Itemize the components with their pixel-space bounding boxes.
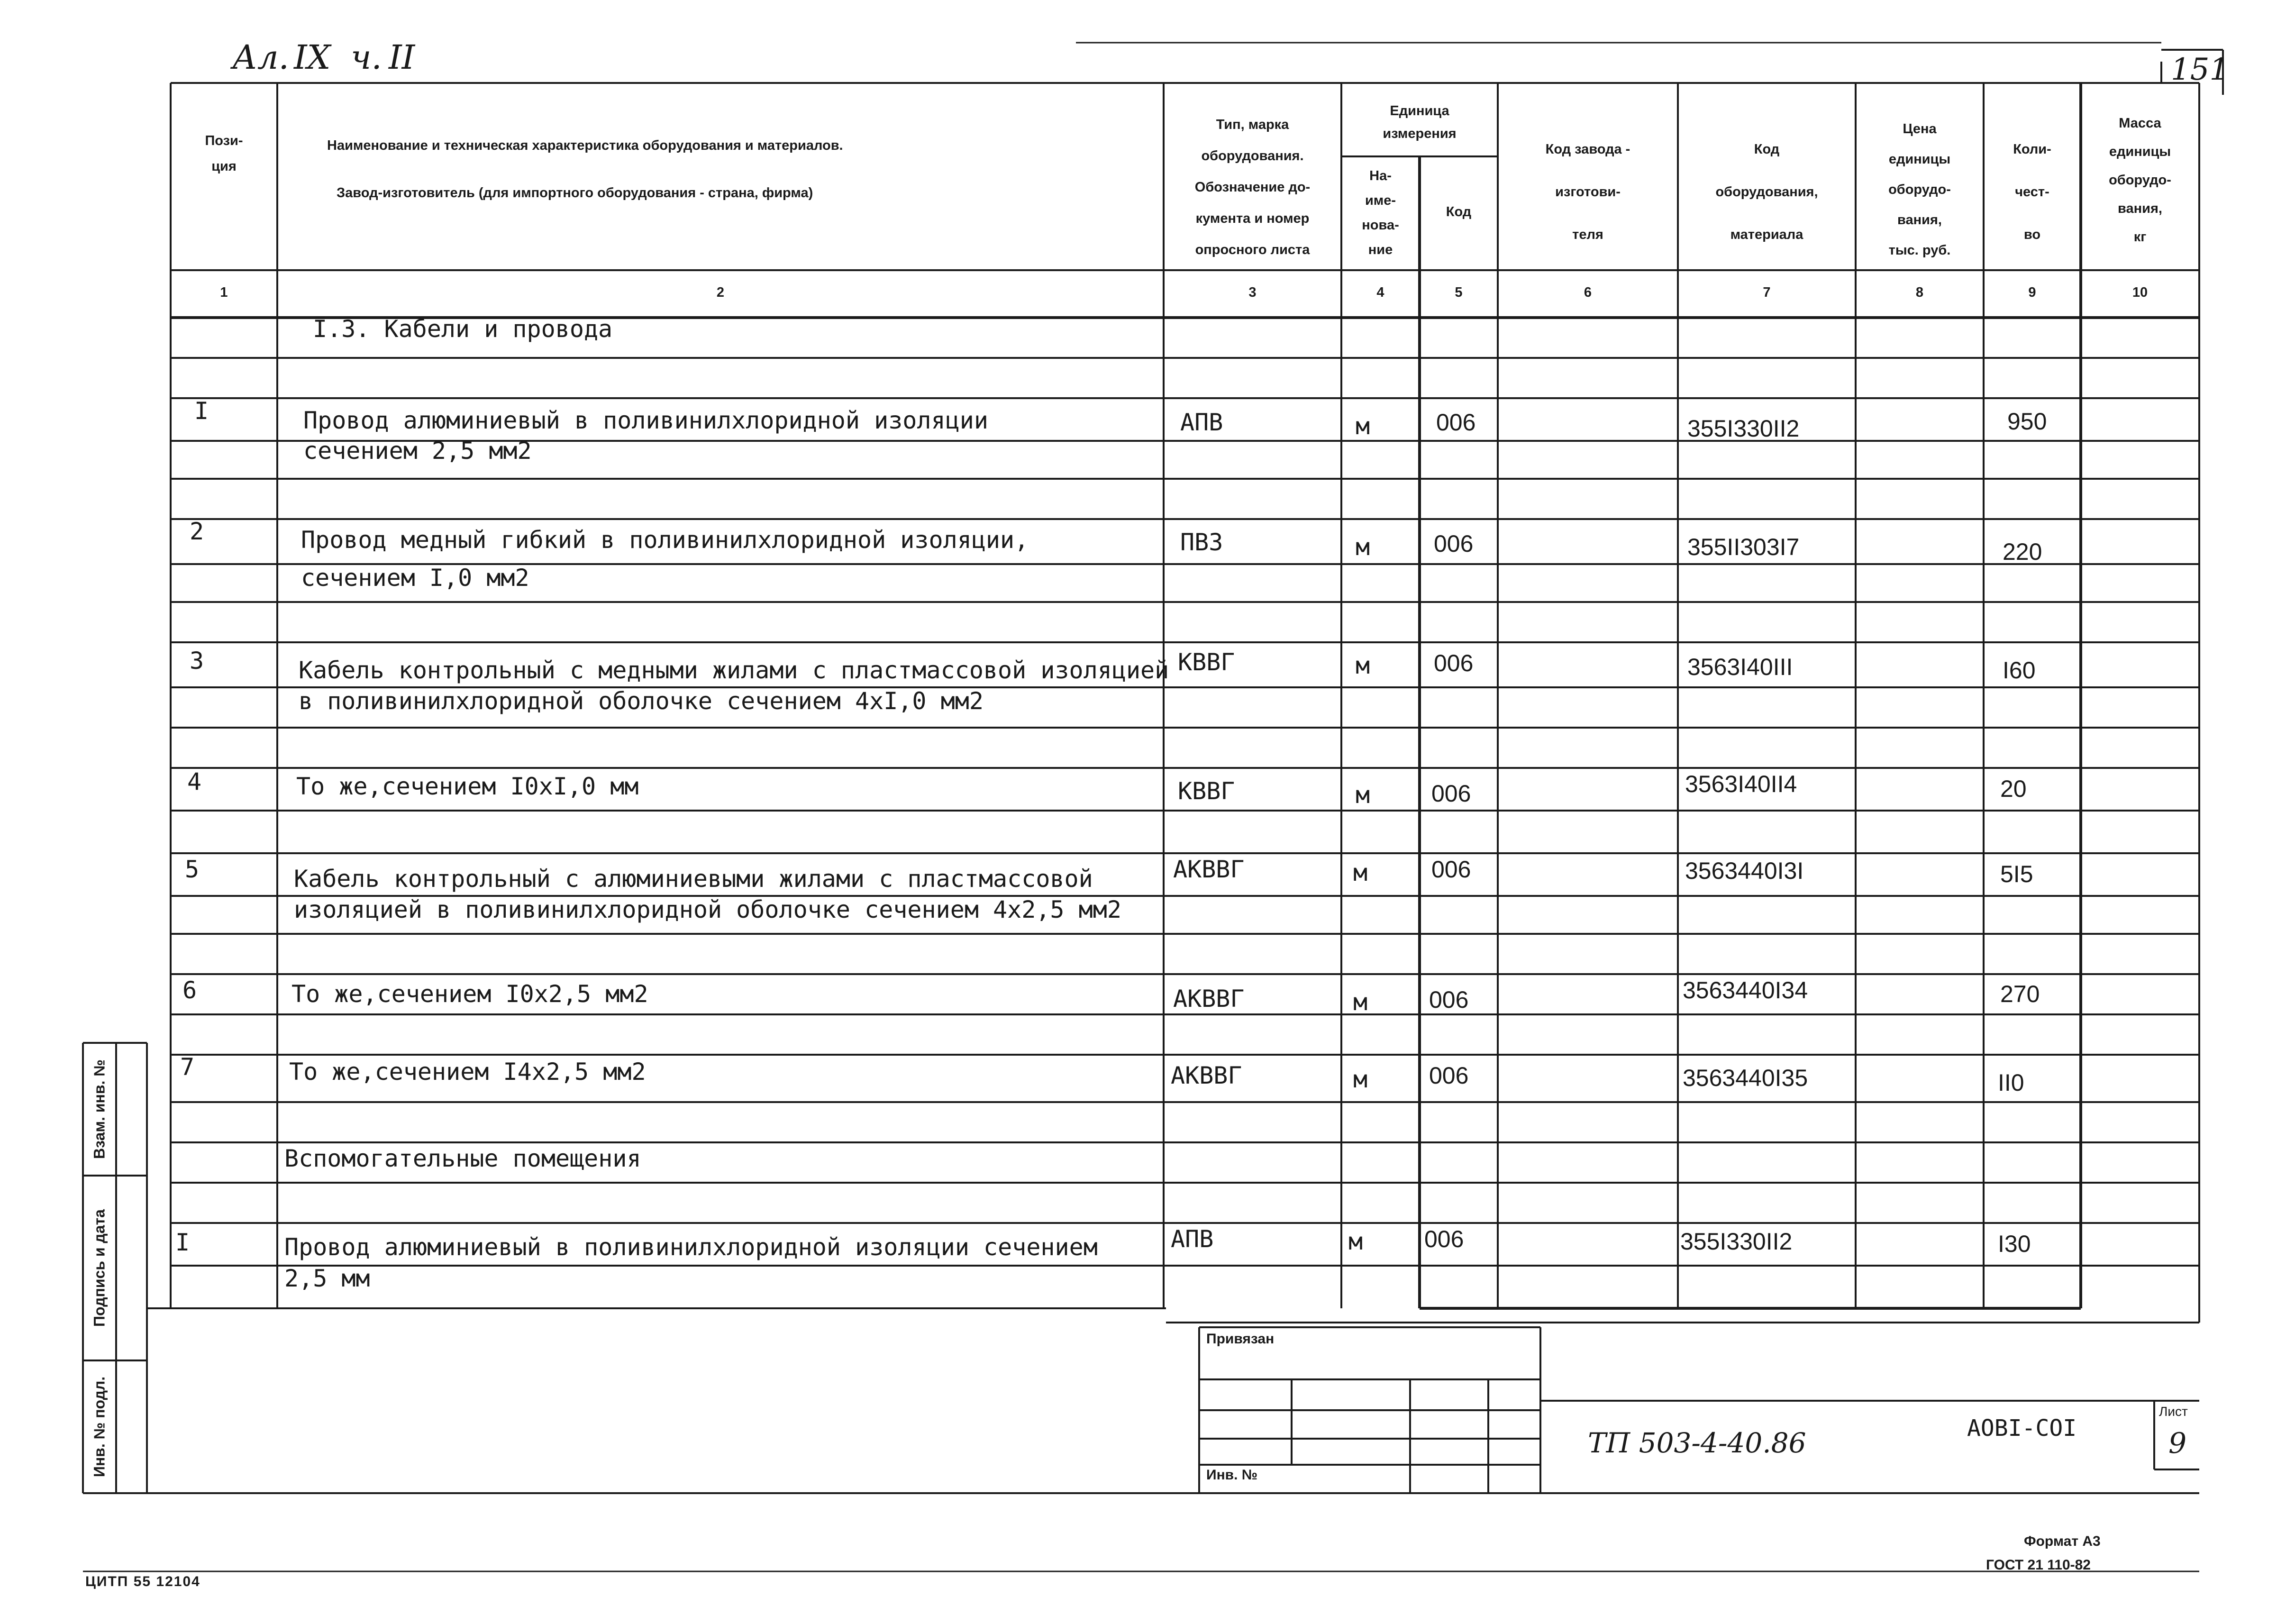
row8-quantity: I30 — [1998, 1231, 2031, 1257]
header-price: Цена единицы оборудо- вания, тыс. руб. — [1888, 121, 1951, 258]
row2-material-code: 355II303I7 — [1687, 534, 1800, 560]
side-label-original-inv: Инв. № подл. — [91, 1376, 108, 1478]
row8-name-line2: 2,5 мм — [284, 1265, 370, 1292]
annex-prefix: Ал. — [232, 38, 289, 77]
page-number: 151 — [2171, 52, 2229, 87]
row4-position: 4 — [187, 768, 202, 795]
sheet-code: АОВI-СОI — [1967, 1415, 2077, 1442]
row3-name-line2: в поливинилхлоридной оболочке сечением 4хI,0 мм2 — [299, 687, 984, 715]
sheet-number: 9 — [2168, 1427, 2187, 1460]
row2-position: 2 — [190, 518, 204, 545]
row8-position: I — [175, 1229, 190, 1256]
col-num-10: 10 — [2132, 285, 2148, 300]
side-label-replaced-inv: Взам. инв. № — [91, 1059, 108, 1159]
header-position: Пози- ция — [205, 133, 243, 174]
row8-type: АПВ — [1171, 1225, 1214, 1253]
row2-type: ПВЗ — [1180, 529, 1223, 556]
row8-unit: м — [1348, 1228, 1363, 1255]
row2-name-line1: Провод медный гибкий в поливинилхлоридной изоляции, — [301, 526, 1029, 554]
row5-name-line2: изоляцией в поливинилхлоридной оболочке сечением 4х2,5 мм2 — [294, 896, 1121, 923]
row3-unit: м — [1356, 652, 1370, 679]
col-num-9: 9 — [2028, 285, 2036, 300]
side-label-signature-date: Подпись и дата — [91, 1209, 108, 1327]
row7-type: АКВВГ — [1171, 1062, 1242, 1089]
row3-unit-code: 006 — [1434, 650, 1474, 676]
stamp-privyazan: Привязан — [1206, 1331, 1275, 1347]
header-type: Тип, марка оборудования. Обозначение до- кумента и номер опросного листа — [1194, 117, 1311, 257]
row1-material-code: 355I330II2 — [1687, 415, 1800, 442]
row4-unit-code: 006 — [1431, 780, 1471, 807]
row4-name-line1: То же,сечением I0хI,0 мм — [296, 773, 639, 800]
row1-type: АПВ — [1180, 409, 1223, 436]
row4-quantity: 20 — [2000, 776, 2027, 802]
row4-unit: м — [1356, 781, 1370, 809]
header-unit-name: На- име- нова- ние — [1362, 168, 1399, 257]
annex-label — [232, 38, 289, 77]
header-manufacturer: Завод-изготовитель (для импортного оборудования - страна, фирма) — [337, 185, 813, 201]
col-num-7: 7 — [1763, 285, 1771, 300]
row5-unit-code: 006 — [1431, 856, 1471, 883]
col-num-3: 3 — [1248, 285, 1257, 300]
header-unit-group: Единица измерения — [1383, 103, 1457, 141]
row3-position: 3 — [190, 647, 204, 675]
row2-quantity: 220 — [2003, 538, 2042, 565]
row3-quantity: I60 — [2003, 657, 2036, 684]
footer-format: Формат А3 — [2024, 1533, 2101, 1549]
project-code: ТП 503-4-40.86 — [1588, 1427, 1806, 1459]
row2-unit-code: 006 — [1434, 530, 1474, 557]
col-num-8: 8 — [1915, 285, 1924, 300]
row6-unit: м — [1353, 988, 1368, 1016]
col-num-5: 5 — [1455, 285, 1463, 300]
row1-position: I — [194, 397, 209, 425]
row1-unit: м — [1356, 412, 1370, 440]
annex-roman: IX — [294, 38, 331, 77]
row4-material-code: 3563I40II4 — [1685, 771, 1797, 797]
row7-position: 7 — [180, 1053, 195, 1081]
row5-position: 5 — [185, 856, 200, 883]
row1-name-line1: Провод алюминиевый в поливинилхлоридной изоляции — [303, 407, 988, 434]
row6-position: 6 — [182, 976, 197, 1004]
col-num-4: 4 — [1376, 285, 1384, 300]
row3-type: КВВГ — [1178, 648, 1235, 676]
row6-name-line1: То же,сечением I0х2,5 мм2 — [291, 980, 648, 1008]
row7-unit: м — [1353, 1066, 1368, 1093]
row6-material-code: 3563440I34 — [1683, 977, 1808, 1004]
row1-unit-code: 006 — [1436, 409, 1476, 436]
header-factory-code: Код завода - изготови- теля — [1545, 142, 1630, 242]
row1-quantity: 950 — [2007, 408, 2047, 435]
header-quantity: Коли- чест- во — [2013, 142, 2051, 242]
header-mass: Масса единицы оборудо- вания, кг — [2109, 116, 2171, 245]
sheet-label: Лист — [2159, 1404, 2188, 1419]
row2-name-line2: сечением I,0 мм2 — [301, 564, 529, 592]
header-material-code: Код оборудования, материала — [1715, 142, 1818, 242]
row8-material-code: 355I330II2 — [1680, 1228, 1793, 1255]
row5-material-code: 3563440I3I — [1685, 858, 1804, 884]
footer-gost: ГОСТ 21 110-82 — [1986, 1557, 2091, 1573]
row8-name-line1: Провод алюминиевый в поливинилхлоридной изоляции сечением — [284, 1233, 1098, 1261]
part-roman: II — [389, 38, 415, 77]
row6-unit-code: 006 — [1429, 986, 1469, 1013]
row5-unit: м — [1353, 859, 1368, 886]
row8-unit-code: 006 — [1424, 1226, 1464, 1252]
section-title-cables: I.3. Кабели и провода — [313, 315, 613, 343]
header-name: Наименование и техническая характеристика оборудования и материалов. — [327, 138, 843, 153]
section-title-auxiliary: Вспомогательные помещения — [284, 1145, 641, 1172]
row5-name-line1: Кабель контрольный с алюминиевыми жилами с пластмассовой — [294, 865, 1093, 893]
row3-material-code: 3563I40III — [1687, 654, 1793, 680]
stamp-inv: Инв. № — [1206, 1467, 1258, 1483]
row2-unit: м — [1356, 533, 1370, 561]
col-num-2: 2 — [716, 285, 725, 300]
col-num-6: 6 — [1584, 285, 1592, 300]
row5-type: АКВВГ — [1173, 856, 1245, 883]
row7-material-code: 3563440I35 — [1683, 1065, 1808, 1091]
row3-name-line1: Кабель контрольный с медными жилами с пластмассовой изоляцией — [299, 657, 1169, 684]
footer-org-code: ЦИТП 55 12104 — [85, 1574, 200, 1589]
row1-name-line2: сечением 2,5 мм2 — [303, 437, 532, 465]
row7-unit-code: 006 — [1429, 1062, 1469, 1089]
row6-quantity: 270 — [2000, 981, 2040, 1007]
row4-type: КВВГ — [1178, 777, 1235, 805]
row7-name-line1: То же,сечением I4х2,5 мм2 — [289, 1058, 646, 1086]
row5-quantity: 5I5 — [2000, 861, 2033, 887]
col-num-1: 1 — [220, 285, 228, 300]
part-label: ч. — [351, 38, 382, 77]
row6-type: АКВВГ — [1173, 985, 1245, 1013]
header-unit-code: Код — [1446, 204, 1472, 219]
row7-quantity: II0 — [1998, 1069, 2024, 1096]
